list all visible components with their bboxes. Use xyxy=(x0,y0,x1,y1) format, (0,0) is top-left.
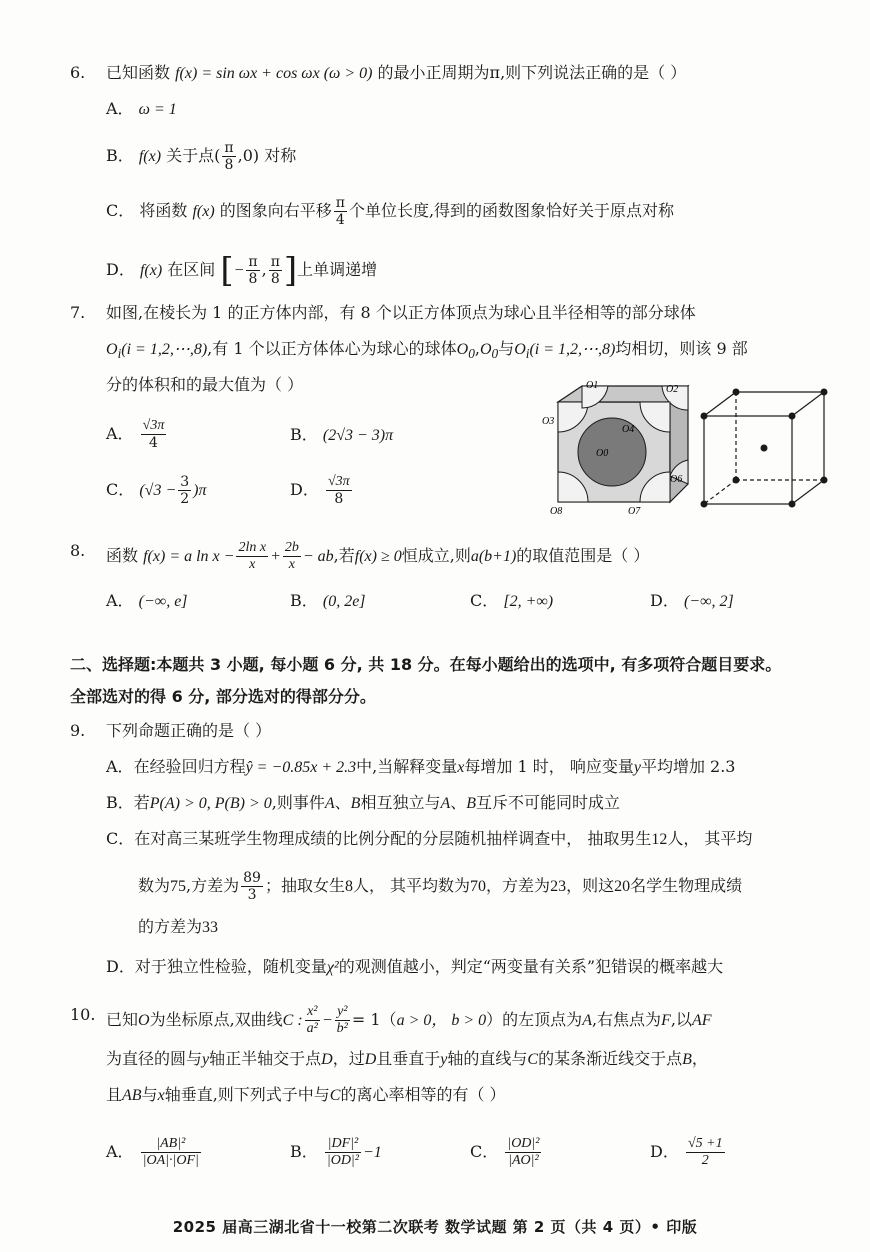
label-o4: O4 xyxy=(622,424,635,435)
frac-den: 8 xyxy=(334,491,344,507)
text: 的某条渐近线交于点 xyxy=(538,1049,683,1068)
math-sub: i xyxy=(117,346,122,362)
math: O xyxy=(514,341,526,358)
frac-num: 2b xyxy=(284,540,299,555)
option-label: D． xyxy=(106,260,135,279)
q8-stem xyxy=(106,540,649,573)
frac-den: |OD|² xyxy=(326,1153,359,1168)
math: B xyxy=(350,795,361,812)
label-o1: O1 xyxy=(586,380,599,391)
text: 与 xyxy=(498,339,515,358)
bracket-left: [ xyxy=(220,250,234,291)
fraction xyxy=(141,1136,201,1169)
math: A xyxy=(324,795,335,812)
q10-number: 10. xyxy=(70,1005,96,1024)
option-text: )π xyxy=(193,482,207,499)
option-text: (−∞, e] xyxy=(138,593,188,610)
text: 数为 xyxy=(138,876,171,895)
text: 均相切，则该 9 部 xyxy=(615,339,748,358)
fraction xyxy=(269,254,282,287)
text: 的方差为 xyxy=(138,917,203,936)
math: C xyxy=(527,1051,539,1068)
q6-option-b xyxy=(106,140,296,173)
text: 、 xyxy=(450,793,467,812)
label-o2: O2 xyxy=(666,384,679,395)
q10-line-1 xyxy=(106,1004,711,1037)
math: f(x) ≥ 0 xyxy=(354,548,402,565)
q6-stem-func: f(x) = sin ωx + cos ωx (ω > 0) xyxy=(175,65,373,82)
math: A xyxy=(440,795,451,812)
frac-den: 2 xyxy=(701,1153,709,1168)
frac-den: |OA|·|OF| xyxy=(142,1153,199,1168)
text: 人， 其平均 xyxy=(667,829,753,848)
frac-den: x xyxy=(288,557,295,572)
q10-option-b xyxy=(290,1136,382,1169)
option-label: D． xyxy=(650,1142,679,1161)
math: x xyxy=(457,759,465,776)
math: P(A) > 0, P(B) > 0 xyxy=(149,795,272,812)
text: 恒成立,则 xyxy=(401,546,471,565)
text: ，则这 xyxy=(566,876,615,895)
text: 互斥不可能同时成立 xyxy=(476,793,621,812)
frac-num: |OD|² xyxy=(507,1136,540,1151)
option-label: B． xyxy=(106,793,134,812)
q7-line-1: 如图,在棱长为 1 的正方体内部，有 8 个以正方体顶点为球心且半径相等的部分球体 xyxy=(106,303,696,322)
text: = 1（ xyxy=(351,1010,397,1029)
top-edges xyxy=(704,392,824,416)
vertex-dot xyxy=(789,501,796,508)
math: 33 xyxy=(202,919,219,936)
fraction xyxy=(141,418,167,451)
frac-num: π xyxy=(335,195,345,211)
math: 75 xyxy=(170,878,187,895)
q10-option-d xyxy=(650,1136,727,1169)
fraction xyxy=(178,474,191,507)
option-text: 的图象向右平移 xyxy=(219,201,332,220)
q6-option-d: D． f(x) 在区间 [− $\frac{\pi}{8}$ , $\frac{\pi}{8}$ ]上单调递增 xyxy=(106,250,378,291)
option-label: C． xyxy=(470,591,499,610)
math: AB xyxy=(122,1087,142,1104)
q9-option-c-line-1 xyxy=(106,828,752,851)
frac-den: x xyxy=(249,557,256,572)
math: O xyxy=(479,341,492,358)
option-label: D． xyxy=(106,957,135,976)
label-o3: O3 xyxy=(542,416,555,427)
q9-option-c-line-3 xyxy=(138,916,218,939)
math: (i = 1,2,⋯,8) xyxy=(121,341,208,358)
wireframe-cube-figure xyxy=(696,386,836,508)
math: D xyxy=(321,1051,333,1068)
option-label: A． xyxy=(106,99,134,118)
fraction xyxy=(686,1136,725,1169)
text: ,以 xyxy=(670,1010,692,1029)
q7-option-d xyxy=(290,474,354,507)
math-sub: 0 xyxy=(491,346,499,362)
q8-number: 8. xyxy=(70,541,86,560)
text: 函数 xyxy=(106,546,139,565)
frac-den: |AO|² xyxy=(508,1153,539,1168)
option-label: C． xyxy=(106,829,135,848)
option-label: A． xyxy=(106,1142,134,1161)
text: 轴正半轴交于点 xyxy=(209,1049,322,1068)
text: ；抽取女生 xyxy=(264,876,345,895)
option-text: ω = 1 xyxy=(138,101,177,118)
text: 平均增加 2.3 xyxy=(640,757,736,776)
q8-option-b xyxy=(290,590,366,613)
label-o8: O8 xyxy=(550,506,563,517)
text: ）的左顶点为 xyxy=(486,1010,583,1029)
math: y xyxy=(633,759,641,776)
q7-option-a xyxy=(106,418,168,451)
option-text: f(x) xyxy=(139,262,163,279)
option-text: 上单调递增 xyxy=(297,260,378,279)
q9-stem: 下列命题正确的是（ ） xyxy=(106,721,272,740)
text: ,右焦点为 xyxy=(591,1010,662,1029)
q6-stem xyxy=(106,62,686,85)
math-sub: i xyxy=(525,346,530,362)
math: D xyxy=(364,1051,377,1068)
frac-den: a² xyxy=(306,1021,318,1036)
option-label: A． xyxy=(106,757,134,776)
q8-option-d xyxy=(650,590,734,613)
q7-line-2 xyxy=(106,338,748,365)
text: ，过 xyxy=(332,1049,365,1068)
text: 中,当解释变量 xyxy=(356,757,458,776)
text: 已知 xyxy=(106,1010,139,1029)
center-dot xyxy=(761,445,768,452)
vertex-dot xyxy=(701,413,708,420)
text: ，方差为 xyxy=(486,876,551,895)
bracket-right: ] xyxy=(283,250,298,291)
text: 与 xyxy=(141,1085,158,1104)
frac-den: 8 xyxy=(224,157,234,173)
option-label: B． xyxy=(290,425,318,444)
option-text: 关于点( xyxy=(166,146,221,165)
vertex-dot xyxy=(821,477,828,484)
vertex-dot xyxy=(701,501,708,508)
math: B xyxy=(466,795,477,812)
frac-num: π xyxy=(248,254,258,270)
option-label: C． xyxy=(106,201,135,220)
label-o7: O7 xyxy=(628,506,641,517)
q10-line-3 xyxy=(106,1084,506,1107)
fraction xyxy=(335,1004,350,1037)
front-face xyxy=(704,416,792,504)
section-2-line-1: 二、选择题:本题共 3 小题, 每小题 6 分, 共 18 分。在每小题给出的选项中, 有多项符合题目要求。 xyxy=(70,655,782,674)
option-text: (√3 − xyxy=(139,482,177,499)
math: f(x) = a ln x − xyxy=(143,548,235,565)
text: 且 xyxy=(106,1085,123,1104)
sphere-cube-figure xyxy=(540,380,690,520)
fraction xyxy=(326,474,352,507)
option-text: 将函数 xyxy=(139,201,188,220)
fraction xyxy=(334,195,347,228)
math: + xyxy=(270,548,281,565)
fraction xyxy=(505,1136,541,1169)
text: ,有 1 个以正方体体心为球心的球体 xyxy=(207,339,457,358)
fraction xyxy=(222,140,235,173)
option-label: A． xyxy=(106,591,134,610)
text: 轴垂直,则下列式子中与 xyxy=(164,1085,330,1104)
frac-num: √3π xyxy=(327,474,350,489)
q9-option-c-line-2 xyxy=(138,870,742,903)
option-text: 在区间 xyxy=(167,260,216,279)
q9-option-b xyxy=(106,792,620,815)
frac-den: 3 xyxy=(247,887,257,903)
text: 为直径的圆与 xyxy=(106,1049,203,1068)
math: a(b+1) xyxy=(470,548,517,565)
text: 、 xyxy=(334,793,351,812)
option-text: (0, 2e] xyxy=(322,593,366,610)
math: O xyxy=(456,341,469,358)
text: 的取值范围是（ ） xyxy=(516,546,650,565)
option-label: D． xyxy=(290,480,319,499)
math: B xyxy=(682,1051,692,1068)
label-o0: O0 xyxy=(596,448,609,459)
text: 且垂直于 xyxy=(376,1049,441,1068)
frac-den: 2 xyxy=(180,491,190,507)
vertex-dot xyxy=(733,389,740,396)
text: 为坐标原点,双曲线 xyxy=(149,1010,283,1029)
frac-num: √3π xyxy=(142,418,165,433)
frac-num: |AB|² xyxy=(141,1136,201,1153)
q6-stem-a: 已知函数 xyxy=(106,63,171,82)
math: − ab xyxy=(302,548,334,565)
math: −1 xyxy=(362,1144,382,1161)
math: − xyxy=(321,1012,333,1029)
math: F xyxy=(661,1012,671,1029)
q8-option-c xyxy=(470,590,553,613)
text: 名学生物理成绩 xyxy=(630,876,743,895)
text: 若 xyxy=(133,793,150,812)
text: 的离心率相等的有（ ） xyxy=(340,1085,506,1104)
vertex-dot xyxy=(789,413,796,420)
math: 70 xyxy=(470,878,487,895)
text: 相互独立与 xyxy=(360,793,441,812)
math: y xyxy=(440,1051,448,1068)
q10-line-2 xyxy=(106,1048,708,1071)
frac-num: y² xyxy=(335,1004,350,1021)
frac-num: π xyxy=(224,140,234,156)
frac-num: 89 xyxy=(243,870,261,886)
text: 的观测值越小，判定“两变量有关系”犯错误的概率越大 xyxy=(338,957,724,976)
page-footer: 2025 届高三湖北省十一校第二次联考 数学试题 第 2 页（共 4 页）• 印版 xyxy=(172,1218,698,1236)
text: 每增加 1 时， 响应变量 xyxy=(464,757,634,776)
fraction xyxy=(325,1136,361,1169)
frac-den: 8 xyxy=(248,271,258,287)
option-text: f(x) xyxy=(138,148,162,165)
math: 23 xyxy=(550,878,567,895)
q9-number: 9. xyxy=(70,721,86,740)
q7-option-b xyxy=(290,424,393,447)
frac-num: 3 xyxy=(180,474,190,490)
frac-den: 4 xyxy=(335,212,345,228)
math: 8 xyxy=(344,878,353,895)
fraction xyxy=(305,1004,320,1037)
q7-number: 7. xyxy=(70,303,86,322)
math: C : xyxy=(282,1012,303,1029)
math: x xyxy=(157,1087,165,1104)
option-text: (−∞, 2] xyxy=(683,593,734,610)
right-edges xyxy=(792,392,824,504)
fraction xyxy=(241,870,263,903)
label-o6: O6 xyxy=(670,474,683,485)
math: O xyxy=(106,341,118,358)
math: O xyxy=(138,1012,150,1029)
q6-option-c xyxy=(106,195,674,228)
option-label: A． xyxy=(106,424,134,443)
text: 在对高三某班学生物理成绩的比例分配的分层随机抽样调查中， 抽取男生 xyxy=(134,829,652,848)
option-text: [2, +∞) xyxy=(503,593,554,610)
q10-option-c xyxy=(470,1136,543,1169)
q9-option-a xyxy=(106,756,735,779)
q6-stem-b: 的最小正周期为π,则下列说法正确的是（ ） xyxy=(377,63,687,82)
center-sphere xyxy=(578,418,646,486)
text: 人， 其平均数为 xyxy=(352,876,471,895)
section-2-line-2: 全部选对的得 6 分, 部分选对的得部分分。 xyxy=(70,687,376,706)
option-text: ,0) 对称 xyxy=(237,146,297,165)
q7-option-c xyxy=(106,474,207,507)
option-text: (2√3 − 3)π xyxy=(322,427,394,444)
fraction xyxy=(236,540,268,573)
text: 在经验回归方程 xyxy=(133,757,246,776)
q6-number: 6. xyxy=(70,63,86,82)
text: ,方差为 xyxy=(186,876,240,895)
math: y xyxy=(202,1051,210,1068)
vertex-dot xyxy=(821,389,828,396)
math: A xyxy=(582,1012,592,1029)
frac-num: |DF|² xyxy=(325,1136,361,1153)
frac-num: √5 +1 xyxy=(687,1136,723,1151)
q9-option-d xyxy=(106,956,723,979)
text: , xyxy=(474,339,480,358)
fraction xyxy=(283,540,301,573)
q6-option-a xyxy=(106,98,177,121)
option-text: f(x) xyxy=(192,203,215,220)
option-label: C． xyxy=(470,1142,499,1161)
option-label: C． xyxy=(106,480,135,499)
text: 对于独立性检验，随机变量 xyxy=(134,957,327,976)
frac-den: 4 xyxy=(149,435,158,451)
math: χ² xyxy=(326,959,339,976)
option-label: D． xyxy=(650,591,679,610)
option-label: B． xyxy=(106,146,134,165)
math: 12 xyxy=(651,831,668,848)
fraction xyxy=(246,254,259,287)
text: ,若 xyxy=(333,546,355,565)
frac-den: b² xyxy=(336,1021,348,1036)
math: a > 0， b > 0 xyxy=(396,1012,487,1029)
math: 20 xyxy=(614,878,631,895)
frac-num: 2ln x xyxy=(238,540,267,555)
frac-num: x² xyxy=(305,1004,320,1021)
option-text: 个单位长度,得到的函数图象恰好关于原点对称 xyxy=(348,201,675,220)
math: (i = 1,2,⋯,8) xyxy=(529,341,616,358)
option-label: B． xyxy=(290,591,318,610)
text: ， xyxy=(691,1049,708,1068)
text: 轴的直线与 xyxy=(447,1049,528,1068)
math: C xyxy=(329,1087,341,1104)
frac-den: 8 xyxy=(270,271,280,287)
q10-option-a xyxy=(106,1136,203,1169)
hidden-edge-d xyxy=(704,480,736,504)
math: AF xyxy=(691,1012,712,1029)
math: ŷ = −0.85x + 2.3 xyxy=(245,759,357,776)
frac-num: π xyxy=(270,254,280,270)
option-label: B． xyxy=(290,1142,318,1161)
vertex-dot xyxy=(733,477,740,484)
text: ,则事件 xyxy=(271,793,325,812)
q8-option-a xyxy=(106,590,188,613)
q7-line-3: 分的体积和的最大值为（ ） xyxy=(106,375,304,394)
math-sub: 0 xyxy=(468,346,475,362)
